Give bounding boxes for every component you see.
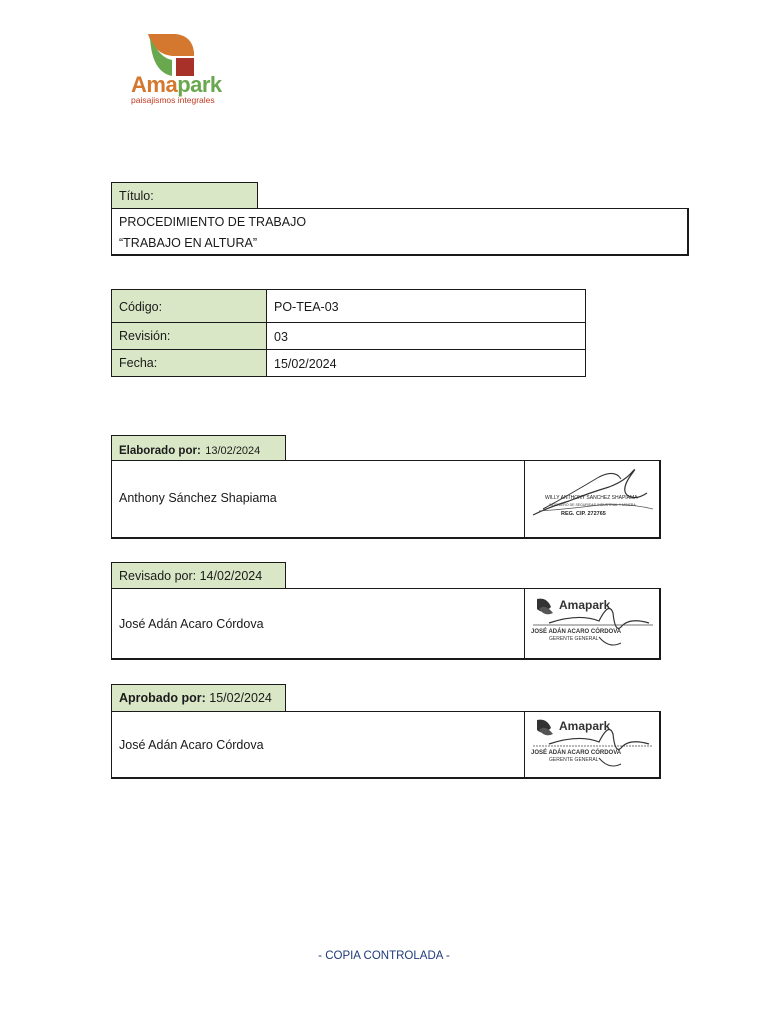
- aprobado-label-cell: [111, 684, 286, 712]
- stamp-brand-text: Amapark: [559, 598, 611, 612]
- title-label-cell: [111, 182, 258, 209]
- aprobado-name-cell: [111, 711, 525, 779]
- signature-line-1: WILLY ANTHONY SANCHEZ SHAPIAMA: [545, 495, 638, 501]
- logo-tagline: paisajismos integrales: [131, 95, 215, 105]
- info-row-value-fecha: [266, 349, 586, 377]
- company-logo: [128, 30, 228, 110]
- info-row-value-revision: [266, 322, 586, 350]
- revisado-label-cell: [111, 562, 286, 589]
- revision-label: Revisión:: [119, 329, 171, 343]
- stamp-line-1: JOSÉ ADÁN ACARO CÓRDOVA: [531, 750, 622, 756]
- title-value-cell: [111, 208, 689, 256]
- logo-text-prefix: Ama: [131, 72, 178, 97]
- info-row-label-fecha: [111, 349, 267, 377]
- signature-scribble-icon: [529, 465, 657, 531]
- aprobado-name: José Adán Acaro Córdova: [119, 738, 264, 752]
- logo-text-suffix: park: [177, 72, 222, 97]
- company-stamp-icon: [529, 593, 657, 655]
- signature-line-2: INGENIERO DE SEGURIDAD INDUSTRIAL Y MINERA: [549, 503, 636, 507]
- revisado-date: 14/02/2024: [199, 569, 263, 583]
- elaborado-signature-cell: [524, 460, 661, 539]
- stamp-line-1: JOSÉ ADÁN ACARO CÓRDOVA: [531, 629, 622, 635]
- revision-value: 03: [274, 330, 288, 344]
- codigo-label: Código:: [119, 300, 163, 314]
- elaborado-name: Anthony Sánchez Shapiama: [119, 491, 277, 505]
- signature-line-3: REG. CIP. 272765: [561, 511, 606, 517]
- title-line-2: “TRABAJO EN ALTURA”: [119, 236, 257, 250]
- aprobado-label: Aprobado por:: [119, 691, 206, 705]
- revisado-name: José Adán Acaro Córdova: [119, 617, 264, 631]
- info-row-label-revision: [111, 322, 267, 350]
- stamp-brand-text: Amapark: [559, 719, 611, 733]
- fecha-label: Fecha:: [119, 356, 158, 370]
- revisado-label: Revisado por:: [119, 569, 197, 583]
- aprobado-signature-cell: [524, 711, 661, 779]
- elaborado-label: Elaborado por:: [119, 445, 201, 457]
- fecha-value: 15/02/2024: [274, 357, 337, 371]
- title-line-1: PROCEDIMIENTO DE TRABAJO: [119, 215, 307, 229]
- stamp-line-2: GERENTE GENERAL: [549, 636, 599, 642]
- stamp-line-2: GERENTE GENERAL: [549, 757, 599, 763]
- elaborado-label-cell: [111, 435, 286, 461]
- revisado-signature-cell: [524, 588, 661, 660]
- info-row-value-codigo: [266, 289, 586, 323]
- revisado-name-cell: [111, 588, 525, 660]
- info-table: [111, 289, 586, 377]
- aprobado-date: 15/02/2024: [209, 691, 272, 705]
- elaborado-name-cell: [111, 460, 525, 539]
- controlled-copy-footer: - COPIA CONTROLADA -: [318, 950, 450, 962]
- company-stamp-icon: [529, 714, 657, 776]
- title-label: Título:: [119, 189, 154, 203]
- info-row-label-codigo: [111, 289, 267, 323]
- elaborado-date: 13/02/2024: [205, 445, 261, 457]
- codigo-value: PO-TEA-03: [274, 300, 339, 314]
